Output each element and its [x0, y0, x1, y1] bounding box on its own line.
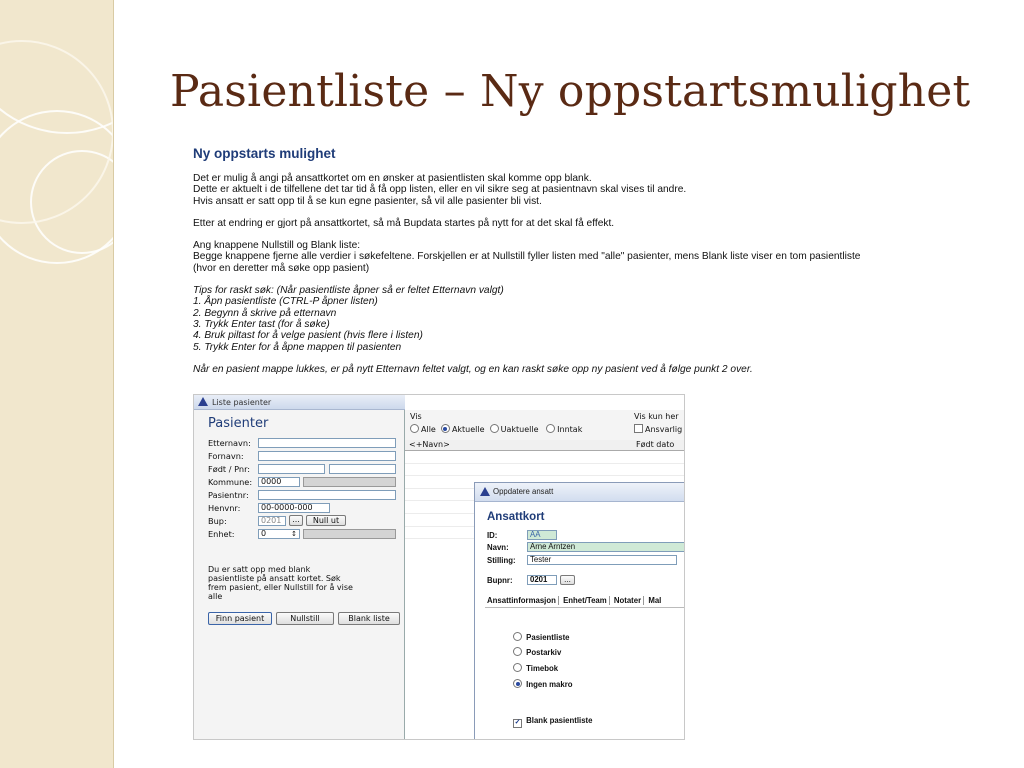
- vis-kun-label: Vis kun her: [634, 412, 679, 421]
- radio-icon: [513, 632, 522, 641]
- vis-option-aktuelle[interactable]: [441, 425, 485, 434]
- option-pasientliste[interactable]: [513, 632, 570, 642]
- panel-heading: Pasienter: [208, 416, 269, 431]
- vis-label: Vis: [410, 412, 422, 421]
- henvnr-input[interactable]: 00-0000-000: [258, 503, 330, 513]
- patient-search-panel: [194, 410, 405, 740]
- radio-icon: [546, 424, 555, 433]
- tab-divider: [485, 607, 685, 608]
- blank-list-info: Du er satt opp med blank pasientliste på ansatt kortet. Søk frem pasient, eller Nullstill for å vise alle: [208, 565, 353, 601]
- doc-line: Når en pasient mappe lukkes, er på nytt Etternavn feltet valgt, og en kan raskt søke opp ny pasient ved å følge punkt 2 over.: [193, 363, 753, 375]
- option-label: Timebok: [526, 664, 559, 673]
- bupnr-browse-button[interactable]: ...: [560, 575, 575, 585]
- document-text: [193, 146, 963, 386]
- dialog-title: Oppdatere ansatt: [493, 487, 554, 496]
- grid-row: [405, 451, 685, 464]
- vis-option-alle[interactable]: [410, 425, 436, 434]
- navn-input[interactable]: Arne Arntzen: [527, 542, 685, 552]
- radio-selected-icon: [441, 424, 450, 433]
- kommune-input[interactable]: 0000: [258, 477, 300, 487]
- application-screenshot: [193, 394, 685, 740]
- liste-window-titlebar: [194, 395, 405, 410]
- bup-input[interactable]: 0201: [258, 516, 286, 526]
- label-navn: Navn:: [487, 543, 509, 552]
- checkbox-label: Blank pasientliste: [526, 716, 593, 725]
- doc-tip-line: 4. Bruk piltast for å velge pasient (hvis flere i listen): [193, 330, 423, 342]
- option-ingen-makro[interactable]: [513, 679, 573, 689]
- label-fodt: Født / Pnr:: [208, 464, 251, 474]
- vis-option-label: Alle: [421, 425, 436, 434]
- tab-enhet-team[interactable]: Enhet/Team: [561, 596, 610, 605]
- tab-mal[interactable]: Mal: [648, 596, 662, 605]
- bup-browse-button[interactable]: ...: [289, 515, 303, 526]
- doc-tips: [193, 285, 963, 353]
- label-stilling: Stilling:: [487, 556, 516, 565]
- null-ut-button[interactable]: Null ut: [306, 515, 346, 526]
- doc-line: Etter at endring er gjort på ansattkortet, så må Bupdata startes på nytt for at det skal få effekt.: [193, 217, 615, 229]
- kommune-name-field: [303, 477, 396, 487]
- blank-pasientliste-checkbox[interactable]: [513, 716, 592, 728]
- tab-notater[interactable]: Notater: [612, 596, 644, 605]
- doc-tip-line: Tips for raskt søk: (Når pasientliste åpner så er feltet Etternavn valgt): [193, 285, 504, 297]
- doc-tip-line: 1. Åpn pasientliste (CTRL-P åpner listen): [193, 296, 378, 308]
- doc-paragraph-4: [193, 364, 963, 375]
- etternavn-input[interactable]: [258, 438, 396, 448]
- label-id: ID:: [487, 531, 498, 540]
- doc-paragraph-3: [193, 240, 963, 274]
- radio-icon: [490, 424, 499, 433]
- grid-header: [405, 440, 685, 451]
- doc-paragraph-2: [193, 218, 963, 229]
- enhet-value: 0: [261, 529, 267, 538]
- id-input[interactable]: AA: [527, 530, 557, 540]
- vis-option-label: Uaktuelle: [500, 425, 539, 434]
- pnr-input[interactable]: [329, 464, 396, 474]
- liste-window-title: Liste pasienter: [212, 398, 272, 407]
- grid-row: [405, 464, 685, 477]
- dialog-titlebar: [475, 483, 685, 502]
- ansvarlig-label: Ansvarlig: [645, 425, 683, 434]
- doc-line: Ang knappene Nullstill og Blank liste:: [193, 240, 361, 252]
- checkbox-icon: [634, 424, 643, 433]
- vis-option-uaktuelle[interactable]: [490, 425, 539, 434]
- ansvarlig-checkbox[interactable]: [634, 424, 682, 434]
- doc-line: Det er mulig å angi på ansattkortet om en ønsker at pasientlisten skal komme opp blank.: [193, 173, 592, 184]
- spinner-icon[interactable]: ↕: [291, 530, 297, 538]
- doc-tip-line: 2. Begynn å skrive på etternavn: [193, 307, 337, 319]
- vis-filter-bar: [405, 410, 685, 441]
- doc-line: Begge knappene fjerne alle verdier i søkefeltene. Forskjellen er at Nullstill fyller listen med "alle" pasienter, mens Blank liste viser en tom pasientliste: [193, 251, 861, 263]
- option-label: Ingen makro: [526, 680, 573, 689]
- vis-option-inntak[interactable]: [546, 425, 582, 434]
- fornavn-input[interactable]: [258, 451, 396, 461]
- option-timebok[interactable]: [513, 663, 558, 673]
- label-henvnr: Henvnr:: [208, 503, 241, 513]
- nullstill-button[interactable]: Nullstill: [276, 612, 334, 625]
- enhet-name-field: [303, 529, 396, 539]
- vis-option-label: Aktuelle: [451, 425, 485, 434]
- option-postarkiv[interactable]: [513, 647, 561, 657]
- option-label: Postarkiv: [526, 648, 562, 657]
- doc-paragraph-1: [193, 173, 963, 207]
- label-bup: Bup:: [208, 516, 227, 526]
- decorative-side-strip: [0, 0, 114, 768]
- doc-line: Dette er aktuelt i de tilfellene det tar tid å få opp listen, eller en vil sikre seg at pasientnavn skal vises til andre.: [193, 184, 687, 196]
- vis-options: [410, 424, 582, 434]
- blank-liste-button[interactable]: Blank liste: [338, 612, 400, 625]
- doc-heading: Ny oppstarts mulighet: [193, 146, 336, 161]
- pasientnr-input[interactable]: [258, 490, 396, 500]
- doc-tip-line: 5. Trykk Enter for å åpne mappen til pasienten: [193, 341, 402, 353]
- doc-line: Hvis ansatt er satt opp til å se kun egne pasienter, så vil alle pasienter bli vist.: [193, 195, 542, 207]
- option-label: Pasientliste: [526, 633, 570, 642]
- label-fornavn: Fornavn:: [208, 451, 244, 461]
- col-fodt-dato[interactable]: Født dato: [636, 440, 675, 449]
- checkbox-checked-icon: ✓: [514, 719, 521, 726]
- vis-option-label: Inntak: [557, 425, 583, 434]
- label-enhet: Enhet:: [208, 529, 235, 539]
- app-warning-icon: [480, 487, 490, 496]
- enhet-input[interactable]: [258, 529, 300, 539]
- label-etternavn: Etternavn:: [208, 438, 251, 448]
- radio-selected-icon: [513, 679, 522, 688]
- app-warning-icon: [198, 397, 208, 406]
- tab-ansattinformasjon[interactable]: Ansattinformasjon: [485, 596, 559, 605]
- doc-tip-line: 3. Trykk Enter tast (for å søke): [193, 318, 330, 330]
- dialog-tabs: [485, 596, 663, 605]
- ansattkort-dialog: [474, 482, 685, 740]
- bupnr-input[interactable]: 0201: [527, 575, 557, 585]
- col-navn[interactable]: <+Navn>: [409, 440, 450, 449]
- slide-title: Pasientliste – Ny oppstartsmulighet: [170, 66, 971, 117]
- label-bupnr: Bupnr:: [487, 576, 513, 585]
- radio-icon: [410, 424, 419, 433]
- radio-icon: [513, 663, 522, 672]
- label-pasientnr: Pasientnr:: [208, 490, 249, 500]
- dialog-heading: Ansattkort: [487, 511, 545, 523]
- stilling-input[interactable]: Tester: [527, 555, 677, 565]
- finn-pasient-button[interactable]: Finn pasient: [208, 612, 272, 625]
- fodt-input[interactable]: [258, 464, 325, 474]
- radio-icon: [513, 647, 522, 656]
- label-kommune: Kommune:: [208, 477, 253, 487]
- doc-line: (hvor en deretter må søke opp pasient): [193, 262, 370, 274]
